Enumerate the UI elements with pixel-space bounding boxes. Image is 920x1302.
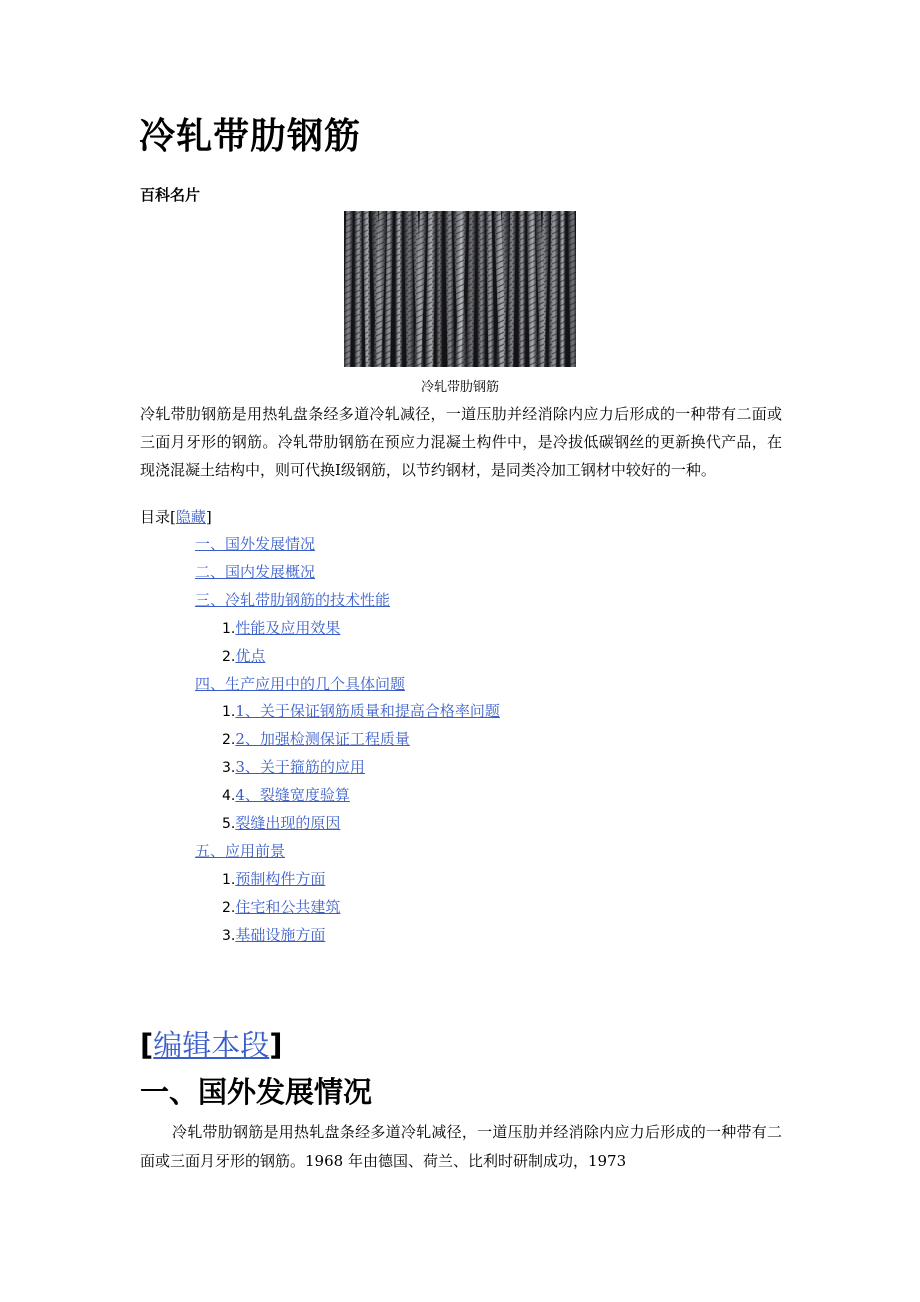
toc-item-number: 2. (222, 732, 236, 749)
photo-caption: 冷轧带肋钢筋 (420, 380, 499, 395)
toc-item-link[interactable]: 住宅和公共建筑 (235, 897, 341, 916)
toc-item-link[interactable]: 1、关于保证钢筋质量和提高合格率问题 (235, 702, 500, 721)
toc-item-link[interactable]: 五、应用前景 (195, 841, 286, 860)
toc-item-number: 3. (222, 927, 236, 944)
edit-section-link[interactable]: 编辑本段 (153, 1028, 270, 1062)
toc-item-number: 1. (222, 620, 236, 637)
baike-card-label: 百科名片 (140, 186, 201, 204)
toc-header (140, 505, 212, 529)
toc-item-link[interactable]: 优点 (235, 646, 266, 665)
toc-item-number: 2. (222, 899, 236, 916)
toc-item-link[interactable]: 3、关于箍筋的应用 (235, 758, 365, 777)
toc-label: 目录 (140, 508, 171, 526)
toc-item (222, 895, 340, 920)
toc-item-link[interactable]: 性能及应用效果 (235, 618, 341, 637)
toc-item-link[interactable]: 三、冷轧带肋钢筋的技术性能 (195, 590, 391, 609)
toc-item (222, 755, 365, 780)
toc-item-number: 1. (222, 704, 236, 721)
toc-item-number: 5. (222, 816, 236, 832)
edit-section-line (140, 1023, 283, 1067)
toc-bracket-open: [ (170, 508, 176, 526)
toc-item-link[interactable]: 预制构件方面 (235, 869, 326, 888)
toc-item (222, 727, 410, 752)
toc-item-link[interactable]: 一、国外发展情况 (195, 535, 316, 553)
toc-bracket-close: ] (205, 508, 212, 526)
intro-paragraph: 冷轧带肋钢筋是用热轧盘条经多道冷轧减径，一道压肋并经消除内应力后形成的一种带有二面或三面月牙形的钢筋。冷轧带肋钢筋在预应力混凝土构件中，是冷拔低碳钢丝的更新换代产品，在现浇混凝土结构中，则可代换Ⅰ级钢筋，以节约钢材，是同类冷加工钢材中较好的一种。 (140, 405, 782, 479)
toc-item-number: 2. (222, 648, 236, 665)
toc-item (222, 867, 325, 892)
page-title: 冷轧带肋钢筋 (139, 116, 362, 157)
toc-item-link[interactable]: 基础设施方面 (235, 925, 326, 944)
toc-hide-link[interactable]: 隐藏 (175, 508, 206, 526)
toc-item (222, 783, 350, 808)
toc-item-link[interactable]: 二、国内发展概况 (195, 562, 316, 581)
toc-item-link[interactable]: 裂缝出现的原因 (235, 814, 341, 832)
toc-item (222, 923, 325, 948)
toc-item-link[interactable]: 4、裂缝宽度验算 (235, 786, 350, 805)
toc-item-number: 3. (222, 760, 236, 777)
toc-item-link[interactable]: 2、加强检测保证工程质量 (235, 730, 410, 749)
toc-item (222, 616, 340, 641)
section-heading: 一、国外发展情况 (140, 1075, 373, 1109)
toc-item (222, 811, 340, 836)
toc-item (195, 672, 405, 696)
toc-item (195, 532, 315, 556)
toc-item (195, 588, 390, 612)
edit-bracket-close: ] (269, 1028, 283, 1062)
toc-item (195, 839, 285, 863)
toc-item-number: 1. (222, 871, 236, 888)
edit-bracket-open: [ (140, 1028, 154, 1062)
toc-item-link[interactable]: 四、生产应用中的几个具体问题 (195, 674, 406, 693)
toc-item (222, 699, 500, 724)
toc-item (222, 644, 265, 669)
section-paragraph: 冷轧带肋钢筋是用热轧盘条经多道冷轧减径，一道压肋并经消除内应力后形成的一种带有二面或三面月牙形的钢筋。1968 年由德国、荷兰、比利时研制成功，1973 (140, 1123, 782, 1170)
rebar-photo (344, 211, 576, 367)
toc-item (195, 560, 315, 584)
toc-item-number: 4. (222, 788, 236, 805)
